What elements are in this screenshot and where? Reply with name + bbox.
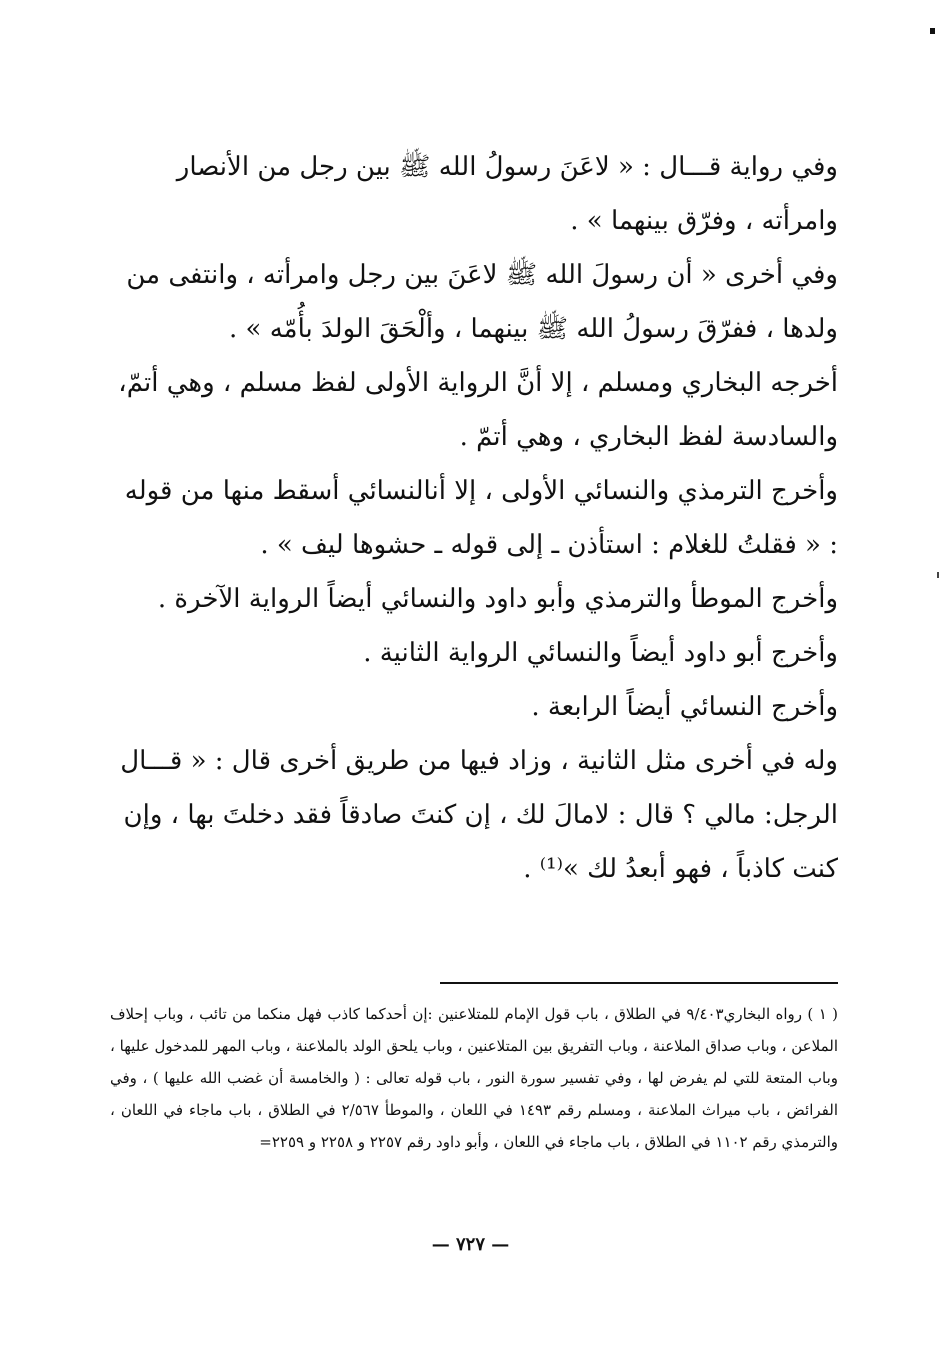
scan-mark xyxy=(930,28,935,34)
paragraph: وفي أخرى « أن رسولَ الله ﷺ لاعَنَ بين رجل وامرأته ، وانتفى من ولدها ، ففرّقَ رسولُ الله ﷺ بينهما ، وألْحَقَ الولدَ بأُمّه » . xyxy=(126,260,838,344)
paragraph: وأخرج أبو داود أيضاً والنسائي الرواية الثانية . xyxy=(363,638,838,668)
scan-mark xyxy=(937,572,939,578)
page-number: — ٧٢٧ — xyxy=(431,1234,510,1255)
paragraph: وأخرج الموطأ والترمذي وأبو داود والنسائي أيضاً الرواية الآخرة . xyxy=(157,584,838,614)
main-text xyxy=(110,140,838,896)
paragraph: وفي رواية قـــال : « لاعَنَ رسولُ الله ﷺ بين رجل من الأنصار وامرأته ، وفرّق بينهما » . xyxy=(176,152,838,236)
paragraph: وأخرج الترمذي والنسائي الأولى ، إلا أنالنسائي أسقط منها من قوله : « فقلتُ للغلام : استأذن ـ إلى قوله ـ حشوها ليف » . xyxy=(124,476,838,560)
paragraph: وله في أخرى مثل الثانية ، وزاد فيها من طريق أخرى قال : « قـــال الرجل: مالي ؟ قال : لامالَ لك ، إن كنتَ صادقاً فقد دخلتَ بها ، وإن كنت كاذباً ، فهو أبعدُ لك »⁽¹⁾ . xyxy=(120,746,838,884)
footnote xyxy=(110,998,838,1158)
footnote-text: ( ١ ) رواه البخاري٩/٤٠٣ في الطلاق ، باب قول الإمام للمتلاعنين :إن أحدكما كاذب فهل منكما من تائب ، وباب إحلاف الملاعن ، وباب صداق الملاعنة ، وباب التفريق بين المتلاعنين ، وباب يلحق الولد بالملاعنة ، وباب المهر للمدخول عليها ، وباب المتعة للتي لم يفرض لها ، وفي تفسير سورة النور ، باب قوله تعالى : ( والخامسة أن غضب الله عليها ) ، وفي الفرائض ، باب ميراث الملاعنة ، ومسلم رقم ١٤٩٣ في اللعان ، والموطأ ٢/٥٦٧ في الطلاق ، باب ماجاء في اللعان ، والترمذي رقم ١١٠٢ في الطلاق ، باب ماجاء في اللعان ، وأبو داود رقم ٢٢٥٧ و ٢٢٥٨ و ٢٢٥٩= xyxy=(110,1005,839,1151)
footnote-divider xyxy=(440,982,838,984)
paragraph: أخرجه البخاري ومسلم ، إلا أنَّ الرواية الأولى لفظ مسلم ، وهي أتمّ، والسادسة لفظ البخاري ، وهي أتمّ . xyxy=(118,368,838,452)
paragraph: وأخرج النسائي أيضاً الرابعة . xyxy=(531,692,838,722)
